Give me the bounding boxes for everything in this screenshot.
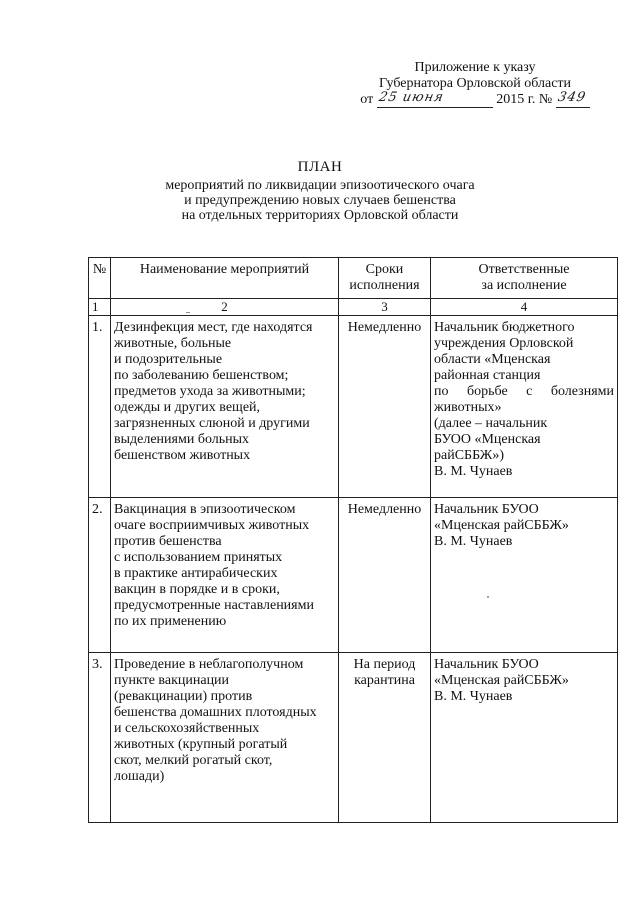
plan-table [88,257,618,823]
title-line-3: на отдельных территориях Орловской области [181,208,459,223]
responsible [431,316,618,498]
col-number: 4 [431,299,618,316]
responsible-line: Начальник БУОО [434,657,539,672]
responsible-line: В. М. Чунаев [434,534,513,549]
header-num: № [89,258,111,299]
number-blank [556,90,590,108]
deadline [339,653,431,823]
deadline [339,316,431,498]
col-number: 2 [111,299,339,316]
responsible-line: «Мценская райСББЖ» [434,518,569,533]
deadline-line: Немедленно [347,502,422,517]
responsible-line: Начальник БУОО [434,502,539,517]
appendix-date-line [340,92,610,108]
responsible-line: учреждения Орловской [434,336,574,351]
activity-name [111,498,339,653]
activity-name-line: и сельскохозяйственных [114,721,260,736]
table-row [89,498,618,653]
activity-name-line: предметов ухода за животными; [114,384,306,399]
header-term-line: Сроки [365,262,404,277]
activity-name-line: бешенством животных [114,448,251,463]
column-numbers-row [89,299,618,316]
activity-name-line: и подозрительные [114,352,223,367]
appendix-year-text: 2015 г. № [496,92,553,107]
activity-name [111,653,339,823]
activity-name-line: Дезинфекция мест, где находятся [114,320,313,335]
activity-name [111,316,339,498]
deadline-line: Немедленно [347,320,422,335]
deadline-line: На период [353,657,416,672]
activity-name-line: Вакцинация в эпизоотическом [114,502,296,517]
activity-name-line: вакцин в порядке и в сроки, [114,582,280,597]
activity-name-line: выделениями больных [114,432,250,447]
row-number: 3. [89,653,111,823]
header-name: Наименование мероприятий [111,258,339,299]
activity-name-line: животные, больные [114,336,232,351]
appendix-line-1: Приложение к указу [414,60,536,75]
responsible [431,653,618,823]
responsible-line: В. М. Чунаев [434,689,513,704]
scan-speck [487,596,489,598]
responsible-line: «Мценская райСББЖ» [434,673,569,688]
responsible-line: Начальник бюджетного [434,320,575,335]
table-body [89,316,618,823]
header-term-line: исполнения [349,278,420,293]
table-header-row [89,258,618,299]
responsible [431,498,618,653]
appendix-header [340,60,610,108]
date-blank [377,90,493,108]
deadline-line: карантина [354,673,415,688]
header-resp-line: за исполнение [481,278,567,293]
handwritten-date: 25 июня [377,90,446,105]
activity-name-line: по заболеванию бешенством; [114,368,289,383]
header-responsible [431,258,618,299]
activity-name-line: очаге восприимчивых животных [114,518,310,533]
document-title [140,160,500,223]
responsible-line: животных» [434,400,502,415]
activity-name-line: бешенства домашних плотоядных [114,705,317,720]
activity-name-line: Проведение в неблагополучном [114,657,304,672]
title-line-1: мероприятий по ликвидации эпизоотического очага [165,178,475,193]
row-number: 2. [89,498,111,653]
scan-speck [186,312,190,313]
responsible-line: В. М. Чунаев [434,464,513,479]
title-line-2: и предупреждению новых случаев бешенства [184,193,456,208]
deadline [339,498,431,653]
col-number: 3 [339,299,431,316]
header-resp-line: Ответственные [478,262,570,277]
responsible-line: БУОО «Мценская [434,432,541,447]
appendix-line-2: Губернатора Орловской области [378,76,572,91]
activity-name-line: по их применению [114,614,227,629]
table-row [89,316,618,498]
activity-name-line: предусмотренные наставлениями [114,598,314,613]
responsible-line: районная станция [434,368,541,383]
appendix-prefix: от [360,92,374,107]
responsible-line: области «Мценская [434,352,551,367]
responsible-line: райСББЖ») [434,448,504,463]
col-number: 1 [89,299,111,316]
header-term [339,258,431,299]
activity-name-line: против бешенства [114,534,222,549]
activity-name-line: одежды и других вещей, [114,400,261,415]
activity-name-line: в практике антирабических [114,566,278,581]
row-number: 1. [89,316,111,498]
activity-name-line: загрязненных слюной и другими [114,416,310,431]
activity-name-line: с использованием принятых [114,550,283,565]
title-heading: ПЛАН [297,159,343,175]
activity-name-line: животных (крупный рогатый [114,737,288,752]
responsible-line: по борьбе с болезнями [434,384,614,399]
handwritten-number: 349 [556,90,588,105]
activity-name-line: лошади) [114,769,165,784]
responsible-line: (далее – начальник [434,416,548,431]
activity-name-line: (ревакцинации) против [114,689,253,704]
activity-name-line: пункте вакцинации [114,673,230,688]
activity-name-line: скот, мелкий рогатый скот, [114,753,273,768]
table-row [89,653,618,823]
